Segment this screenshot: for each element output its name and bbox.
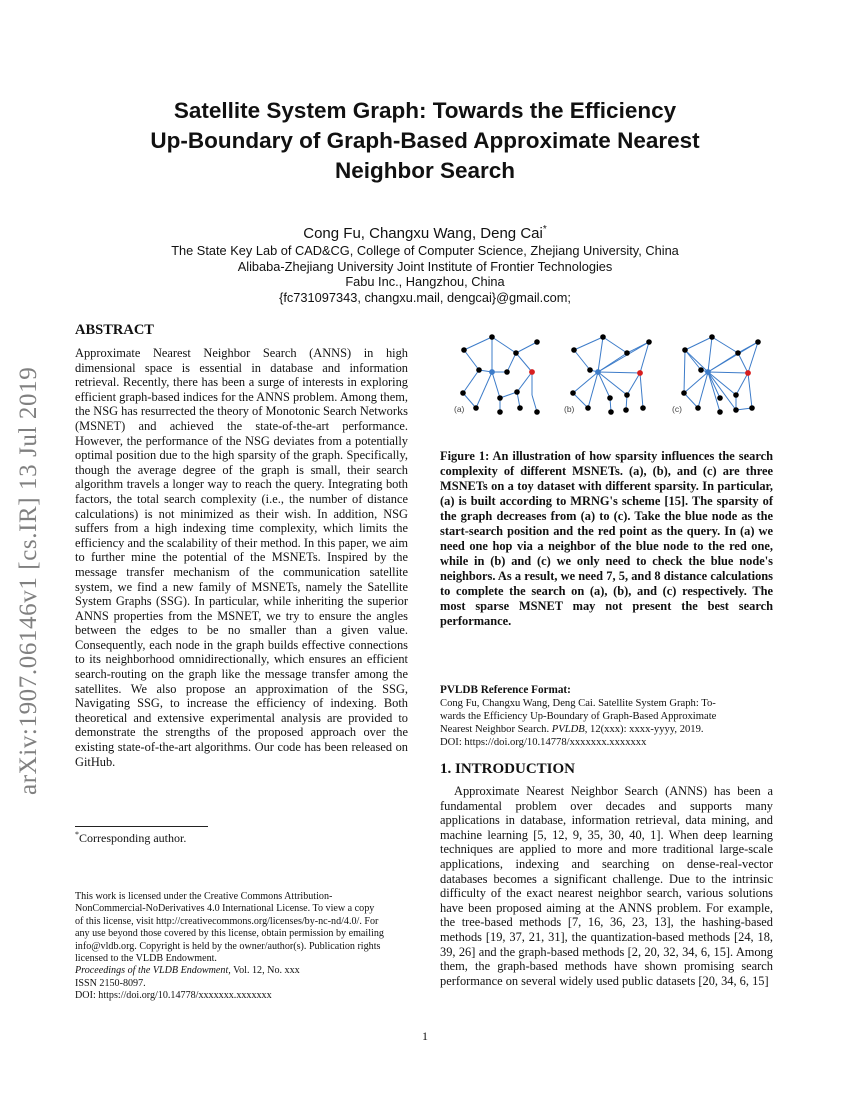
- start-node-a: [489, 369, 495, 375]
- pvldb-journal: PVLDB: [551, 724, 585, 735]
- proceedings-name: Proceedings of the VLDB Endowment,: [75, 965, 231, 977]
- query-node-b: [637, 370, 643, 376]
- abstract-heading: ABSTRACT: [75, 322, 154, 338]
- start-node-b: [595, 369, 601, 375]
- panel-label-a: (a): [454, 404, 465, 414]
- license-line: info@vldb.org. Copyright is held by the owner/author(s). Publication rights: [75, 940, 381, 952]
- corresponding-mark: *: [542, 224, 547, 235]
- author-emails: {fc731097343, changxu.mail, dengcai}@gmail.com;: [279, 289, 571, 305]
- pvldb-line: wards the Efficiency Up-Boundary of Graph-Based Approximate: [440, 711, 717, 722]
- proceedings-volume: Vol. 12, No. xxx: [230, 965, 300, 977]
- footnote-text: Corresponding author.: [79, 831, 187, 845]
- author-list: [100, 225, 750, 242]
- figure-caption: Figure 1: An illustration of how sparsity influences the search complexity of different MSNETs. (a), (b), and (c) are three MSNETs on a toy dataset with different sparsity. In particular, (a) is built according to MRNG's scheme [15]. The sparsity of the graph decreases from (a) to (c). Take the blue node as the start-search position and the red point as the query. In (a) we need one hop via a neighbor of the blue node to the red one, while in (b) and (c) we only need to check the blue node's neighbors. As a result, we need 7, 5, and 8 distance calculations to complete the search on (a), (b), and (c) respectively. The most sparse MSNET may not present the best search performance.: [440, 449, 773, 628]
- affiliations: [100, 243, 750, 305]
- license-line: licensed to the VLDB Endowment.: [75, 953, 217, 965]
- panel-label-b: (b): [564, 404, 575, 414]
- issn-line: ISSN 2150-8097.: [75, 977, 146, 989]
- pvldb-heading: PVLDB Reference Format:: [440, 684, 571, 696]
- title-line: Neighbor Search: [334, 158, 516, 183]
- license-line: This work is licensed under the Creative Commons Attribution-: [75, 891, 333, 902]
- license-line: any use beyond those covered by this license, obtain permission by emailing: [75, 928, 384, 940]
- pvldb-line3-prefix: Nearest Neighbor Search.: [440, 724, 552, 735]
- page-number: 1: [422, 1029, 428, 1043]
- figure-panel-b: [564, 334, 652, 415]
- footnote-mark: *: [75, 830, 79, 839]
- introduction-text: Approximate Nearest Neighbor Search (ANNS) has been a fundamental problem over decades and supports many applications in database, information retrieval, data mining, and machine learning [5, 12, 9, 35, 30, 40, 1]. When deep learning techniques are applied to more and more traditional large-scale applications, indexing and searching on dense-real-vector databases becomes a significant challenge. Due to the intrinsic difficulty of the exact nearest neighbor search, various solutions have been proposed aiming at the ANNS problem. For example, the tree-based methods [7, 16, 36, 23, 13], the hashing-based methods [19, 37, 21, 31], the quantization-based methods [24, 18, 39, 26] and the graph-based methods [2, 20, 32, 34, 6, 15]. Among them, the graph-based methods have shown promising search performance on several widely used public datasets [20, 34, 6, 15]: [440, 784, 773, 988]
- pvldb-line: Cong Fu, Changxu Wang, Deng Cai. Satellite System Graph: To-: [440, 698, 716, 709]
- query-node-a: [529, 369, 535, 375]
- query-node-c: [745, 370, 751, 376]
- arxiv-stamp-text: arXiv:1907.06146v1 [cs.IR] 13 Jul 2019: [15, 366, 42, 795]
- footnote-divider: [75, 826, 208, 827]
- affiliation-line: The State Key Lab of CAD&CG, College of Computer Science, Zhejiang University, China: [171, 243, 679, 258]
- pvldb-line3-suffix: , 12(xxx): xxxx-yyyy, 2019.: [584, 724, 704, 735]
- affiliation-line: Alibaba-Zhejiang University Joint Institute of Frontier Technologies: [237, 258, 613, 274]
- start-node-c: [705, 369, 711, 375]
- license-block: [75, 891, 408, 1003]
- author-names: Cong Fu, Changxu Wang, Deng Cai: [303, 225, 543, 242]
- figure-panel-a: [454, 334, 540, 415]
- panel-label-c: (c): [672, 404, 682, 414]
- pvldb-reference: [440, 697, 773, 749]
- arxiv-stamp: [0, 0, 50, 1100]
- license-line: of this license, visit http://creativecommons.org/licenses/by-nc-nd/4.0/. For: [75, 915, 379, 927]
- doi-line: DOI: https://doi.org/10.14778/xxxxxxx.xxxxxxx: [75, 990, 272, 1002]
- abstract-text: Approximate Nearest Neighbor Search (ANNS) in high dimensional space is essential in database and information retrieval. Recently, there has been a surge of interests in exploring efficient graph-based indices for the ANNS problem. Among them, the NSG has resurrected the theory of Monotonic Search Networks (MSNET) and achieved the state-of-the-art performance. However, the performance of the NSG deviates from a potentially optimal position due to the high sparsity of the graph. Specifically, though the average degree of the graph is small, their search algorithm travels a longer way to reach the query. Integrating both factors, the total search complexity (i.e., the number of distance calculations) is not minimized as their wish. In addition, NSG suffers from a high indexing time complexity, which limits the efficiency and the scalability of their method. In this paper, we aim to further mine the potential of the MSNETs. Inspired by the message transfer mechanism of the communication satellite system, we find a new family of MSNETs, namely the Satellite System Graphs (SSG). In particular, while inheriting the superior ANNS properties from the MSNET, we try to ensure the angles between the edges to be no smaller than a given value. Consequently, each node in the graph builds effective connections to its neighborhood omnidirectionally, which ensures an efficient search-routing on the graph like the message transfer among the satellites. We also propose an approximation of the SSG, Navigating SSG, to increase the efficiency of indexing. Both theoretical and extensive experimental analysis are provided to demonstrate the strengths of the proposed approach over the existing state-of-the-art algorithms. Our code has been released on GitHub.: [75, 346, 408, 769]
- footnote: [75, 831, 186, 846]
- pvldb-line: [440, 723, 773, 736]
- introduction-heading: 1. INTRODUCTION: [440, 761, 576, 777]
- proceedings-line: [75, 965, 408, 977]
- title-line: Up-Boundary of Graph-Based Approximate Nearest: [150, 128, 700, 153]
- figure-1: [440, 320, 770, 440]
- title-line: Satellite System Graph: Towards the Efficiency: [173, 98, 677, 123]
- figure-panel-c: [672, 334, 761, 415]
- affiliation-line: Fabu Inc., Hangzhou, China: [345, 274, 505, 289]
- license-line: NonCommercial-NoDerivatives 4.0 International License. To view a copy: [75, 903, 375, 915]
- paper-title: [95, 96, 755, 186]
- pvldb-doi: DOI: https://doi.org/10.14778/xxxxxxx.xxxxxxx: [440, 737, 647, 748]
